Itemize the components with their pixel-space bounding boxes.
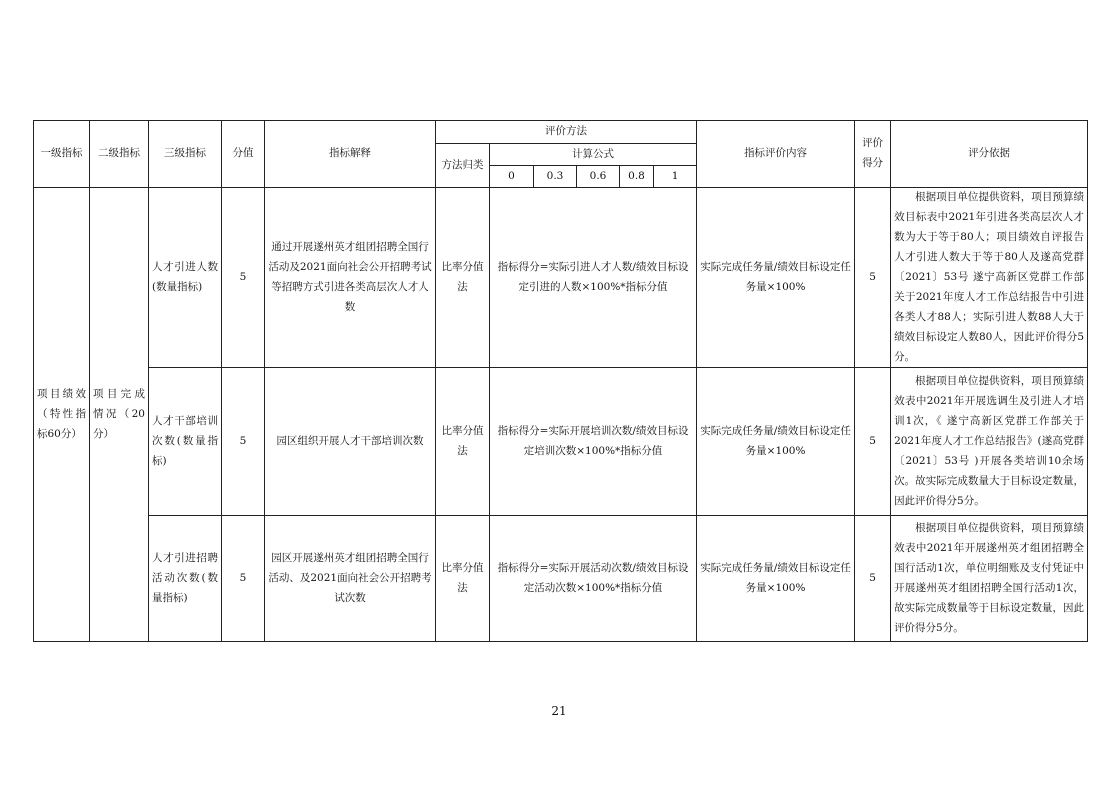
formula-col-1: 0.3 (534, 166, 577, 188)
formula: 指标得分=实际开展培训次数/绩效目标设定培训次数×100%*指标分值 (490, 368, 697, 516)
level2-value: 项目完成情况（20分） (90, 188, 149, 642)
formula-col-2: 0.6 (577, 166, 620, 188)
score: 5 (222, 368, 265, 516)
got-score: 5 (855, 516, 891, 642)
formula: 指标得分=实际引进人才人数/绩效目标设定引进的人数×100%*指标分值 (490, 188, 697, 368)
header-level2: 二级指标 (90, 121, 149, 188)
eval-content: 实际完成任务量/绩效目标设定任务量×100% (697, 368, 855, 516)
got-score: 5 (855, 188, 891, 368)
indicator: 人才引进人数(数量指标) (149, 188, 222, 368)
formula-col-4: 1 (654, 166, 697, 188)
got-score: 5 (855, 368, 891, 516)
method: 比率分值法 (436, 188, 490, 368)
header-formula-group: 计算公式 (490, 144, 697, 166)
basis: 根据项目单位提供资料，项目预算绩效表中2021年开展选调生及引进人才培训1次，《 遂宁高新区党群工作部关于2021年度人才工作总结报告》(遂高党群 〔2021〕53号 )开展各类培训10余场次。故实际完成数量大于目标设定数量，因此评价得分5分。 (891, 368, 1088, 516)
level1-value: 项目绩效（特性指标60分） (34, 188, 90, 642)
basis: 根据项目单位提供资料，项目预算绩效表中2021年开展遂州英才组团招聘全国行活动1次，单位明细账及支付凭证中开展遂州英才组团招聘全国行活动1次，故实际完成数量等于目标设定数量，因此评价得分5分。 (891, 516, 1088, 642)
indicator: 人才干部培训次数(数量指标) (149, 368, 222, 516)
method: 比率分值法 (436, 368, 490, 516)
method: 比率分值法 (436, 516, 490, 642)
header-method-group: 评价方法 (436, 121, 697, 144)
header-basis: 评分依据 (891, 121, 1088, 188)
score: 5 (222, 188, 265, 368)
formula-col-0: 0 (490, 166, 534, 188)
indicator: 人才引进招聘活动次数(数量指标) (149, 516, 222, 642)
header-level3: 三级指标 (149, 121, 222, 188)
formula-col-3: 0.8 (620, 166, 654, 188)
table-row (34, 516, 1088, 642)
score: 5 (222, 516, 265, 642)
explain: 园区开展遂州英才组团招聘全国行活动、及2021面向社会公开招聘考试次数 (265, 516, 436, 642)
basis: 根据项目单位提供资料，项目预算绩效目标表中2021年引进各类高层次人才数为大于等于80人；项目绩效自评报告人才引进人数大于等于80人及遂高党群〔2021〕53号 遂宁高新区党群工作部关于2021年度人才工作总结报告中引进各类人才88人；实际引进人数88人大于绩效目标设定人数80人，因此评价得分5分。 (891, 188, 1088, 368)
header-level1: 一级指标 (34, 121, 90, 188)
explain: 园区组织开展人才干部培训次数 (265, 368, 436, 516)
performance-table (33, 120, 1088, 642)
header-method-type: 方法归类 (436, 144, 490, 188)
table-row (34, 368, 1088, 516)
eval-content: 实际完成任务量/绩效目标设定任务量×100% (697, 188, 855, 368)
page-number: 21 (551, 704, 567, 718)
header-score: 分值 (222, 121, 265, 188)
table-row (34, 188, 1088, 368)
header-got-score: 评价得分 (855, 121, 891, 188)
formula: 指标得分=实际开展活动次数/绩效目标设定活动次数×100%*指标分值 (490, 516, 697, 642)
header-explain: 指标解释 (265, 121, 436, 188)
explain: 通过开展遂州英才组团招聘全国行活动及2021面向社会公开招聘考试等招聘方式引进各类高层次人才人数 (265, 188, 436, 368)
eval-content: 实际完成任务量/绩效目标设定任务量×100% (697, 516, 855, 642)
header-content: 指标评价内容 (697, 121, 855, 188)
